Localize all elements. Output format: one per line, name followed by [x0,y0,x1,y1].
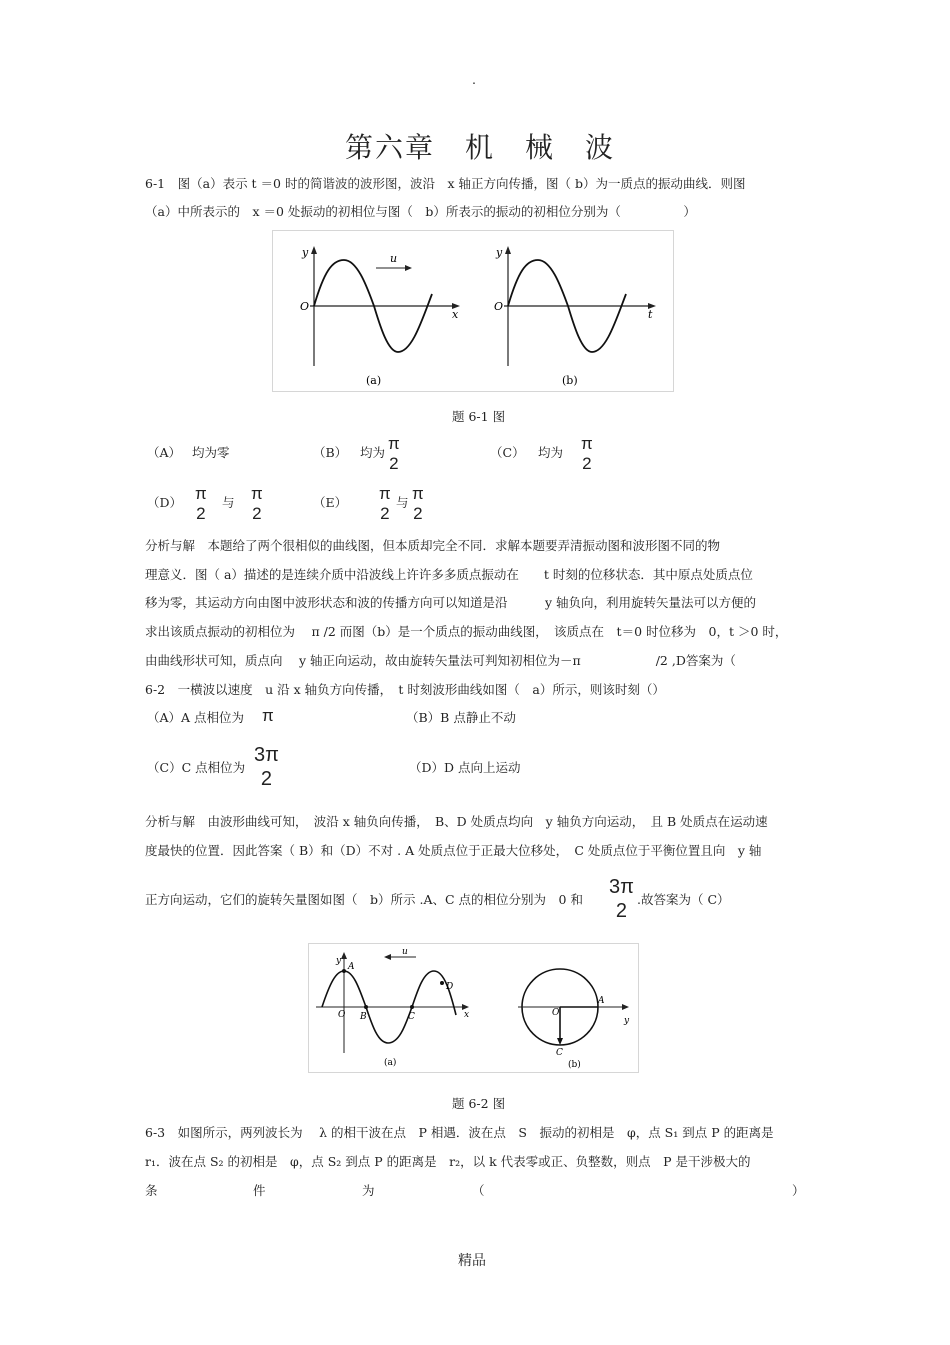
frac-num: π [251,484,263,503]
fig-b-t-label: t [648,308,653,321]
point-a-marker [342,969,346,973]
q1-option-c-text: 均为 [538,445,564,460]
fig-b-caption: (b) [562,374,578,387]
q1-line1: 6-1 图（a）表示 t ＝0 时的简谐波的波形图，波沿 x 轴正方向传播，图（ b）为一质点的振动曲线．则图 [145,176,746,191]
q2-option-a-value: π [262,706,274,725]
fig-a-u-arrowhead [384,954,391,960]
q2-analysis-line: 正方向运动，它们的旋转矢量图如图（ b）所示 .A、C 点的相位分别为 0 和 [145,892,583,907]
page-footer: 精品 [458,1253,486,1269]
frac-den: 2 [252,504,262,523]
point-a-label: A [348,962,355,972]
q1-analysis-line: 求出该质点振动的初相位为 π /2 而图（b）是一个质点的振动曲线图， 该质点在 t＝0 时位移为 0，t ＞0 时， [145,624,788,639]
fig-a-caption: (a) [384,1058,397,1068]
vector-c-arrowhead [557,1038,563,1045]
frac-num: π [412,484,424,503]
q3-line3-part: （ [472,1183,485,1198]
fig-6-1-caption: 题 6-1 图 [452,409,506,424]
q1-option-d-fraction-2 [251,484,263,524]
frac-den: 2 [413,504,423,523]
fig-a-y-label: y [336,956,342,966]
fig-b-origin: O [552,1008,560,1018]
frac-den: 2 [380,504,390,523]
q1-option-a-label: （A） [147,445,182,460]
fig-a-x-label: x [464,1010,470,1020]
frac-num: π [379,484,391,503]
q3-line3-part: 为 [362,1183,375,1198]
header-dot: . [472,72,476,87]
q1-option-d-with: 与 [222,495,235,510]
q1-line2: （a）中所表示的 x ＝0 处振动的初相位与图（ b）所表示的振动的初相位分别为（ ） [145,204,696,219]
frac-den: 2 [196,504,206,523]
figure-6-1 [272,230,674,392]
fig-a-origin: O [338,1010,346,1020]
fig-a-u-label: u [390,252,398,265]
fig-a-u-label: u [402,947,408,957]
frac-den: 2 [582,454,592,473]
point-d-label: D [446,982,454,992]
fig-b-y-arrow [505,246,511,254]
q1-option-a-text: 均为零 [192,445,230,460]
fig-b-y-label: y [496,246,503,259]
q1-option-e-with: 与 [396,495,409,510]
chapter-title: 第六章 机 械 波 [345,131,616,164]
frac-den: 2 [389,454,399,473]
q3-line1: 6-3 如图所示，两列波长为 λ 的相干波在点 P 相遇．波在点 S 振动的初相是 φ，点 S₁ 到点 P 的距离是 [145,1125,774,1140]
q1-option-b-fraction [388,434,400,474]
vector-a-label: A [598,996,605,1006]
fig-b-origin: O [494,300,504,313]
q2-option-a: （A）A 点相位为 [147,710,245,725]
vector-c-label: C [556,1048,563,1058]
q2-option-b: （B）B 点静止不动 [406,710,516,725]
point-c-marker [410,1005,414,1009]
q2-analysis-line: 分析与解 由波形曲线可知， 波沿 x 轴负向传播， B、D 处质点均向 y 轴负方向运动， 且 B 处质点在运动速 [145,814,768,829]
q1-option-b-text: 均为 [360,445,386,460]
q1-option-e-fraction-1 [379,484,391,524]
q2-option-d: （D）D 点向上运动 [409,760,521,775]
q2-analysis-line: 度最快的位置．因此答案（ B）和（D）不对 . A 处质点位于正最大位移处， C 处质点位于平衡位置且向 y 轴 [145,843,762,858]
q3-line3-part: 条 [145,1183,158,1198]
q1-analysis-line: 由曲线形状可知，质点向 y 轴正向运动，故由旋转矢量法可判知初相位为－π /2 ,D答案为（ [145,653,736,668]
q1-option-c-fraction [581,434,593,474]
fig-a-x-label: x [452,308,459,321]
q2-analysis-fraction [609,875,634,923]
fig-a-origin: O [300,300,310,313]
fig-6-2-caption: 题 6-2 图 [452,1096,506,1111]
point-c-label: C [408,1012,415,1022]
fig-b-y-arrow [622,1004,629,1010]
q1-option-d-label: （D） [147,495,183,510]
q1-analysis-line: 移为零，其运动方向由图中波形状态和波的传播方向可以知道是沿 y 轴负向，利用旋转矢量法可以方便的 [145,595,757,610]
point-b-label: B [360,1012,367,1022]
fig-b-caption: (b) [568,1060,581,1070]
point-b-marker [364,1005,368,1009]
q3-line3-part: ） [792,1183,805,1198]
frac-den: 2 [615,900,628,922]
q3-line3-part: 件 [253,1183,266,1198]
q1-option-d-fraction-1 [195,484,207,524]
q1-analysis-line: 理意义．图（ a）描述的是连续介质中沿波线上许许多多质点振动在 t 时刻的位移状态．其中原点处质点位 [145,567,753,582]
frac-num: 3π [254,744,279,766]
frac-den: 2 [260,768,273,790]
figure-frame [273,231,674,392]
frac-num: π [388,434,400,453]
q1-option-e-fraction-2 [412,484,424,524]
frac-num: π [581,434,593,453]
q1-option-b-label: （B） [313,445,348,460]
fig-b-y-label: y [624,1016,630,1026]
frac-num: 3π [609,876,634,898]
q1-analysis-line: 分析与解 本题给了两个很相似的曲线图，但本质却完全不同．求解本题要弄清振动图和波形图不同的物 [145,538,721,553]
fig-a-y-arrow [311,246,317,254]
figure-frame [309,944,639,1073]
q2-analysis-line-end: .故答案为（ C） [637,892,730,907]
fig-a-y-label: y [302,246,309,259]
fig-a-u-arrowhead [405,265,412,271]
frac-num: π [195,484,207,503]
fig-a-y-arrow [341,952,347,959]
q2-option-c-fraction [254,743,279,791]
point-d-marker [440,981,444,985]
q1-option-e-label: （E） [313,495,348,510]
q2-option-c: （C）C 点相位为 [147,760,246,775]
q3-line2: r₁．波在点 S₂ 的初相是 φ，点 S₂ 到点 P 的距离是 r₂，以 k 代表零或正、负整数，则点 P 是干涉极大的 [145,1154,751,1169]
fig-a-caption: (a) [366,374,382,387]
q2-line1: 6-2 一横波以速度 u 沿 x 轴负方向传播， t 时刻波形曲线如图（ a）所示，则该时刻（） [145,682,665,697]
figure-6-2 [308,943,639,1073]
q1-option-c-label: （C） [490,445,525,460]
